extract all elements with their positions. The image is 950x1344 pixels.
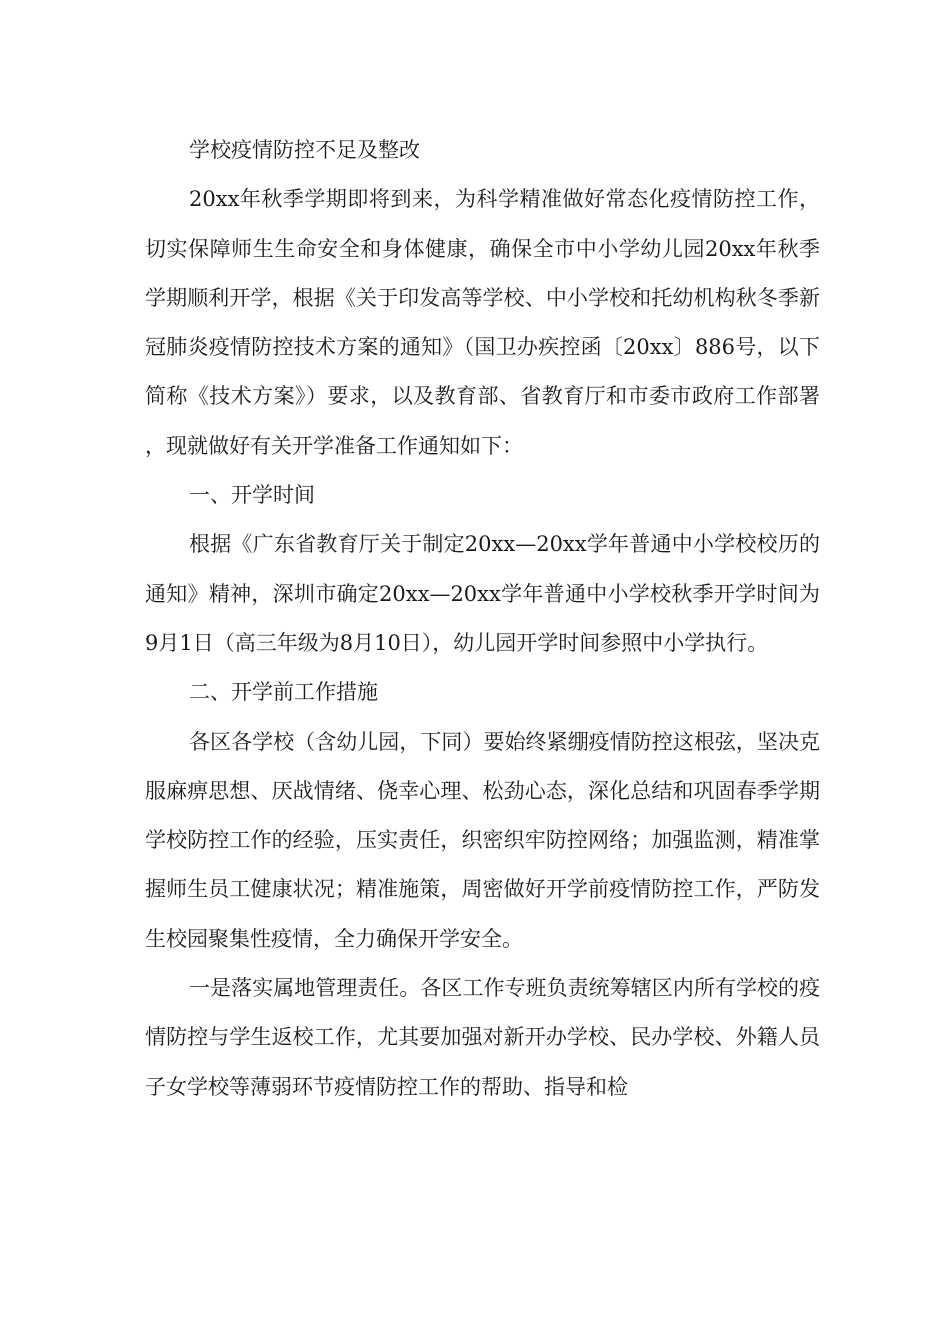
paragraph-opening-time: 根据《广东省教育厅关于制定20xx—20xx学年普通中小学校校历的通知》精神，深圳市确定20xx—20xx学年普通中小学校秋季开学时间为9月1日（高三年级为8月10日），幼儿园开学时间参照中小学执行。 (145, 532, 820, 655)
paragraph-pre-opening-measures: 各区各学校（含幼儿园，下同）要始终紧绷疫情防控这根弦，坚决克服麻痹思想、厌战情绪、侥幸心理、松劲心态，深化总结和巩固春季学期学校防控工作的经验，压实责任，织密织牢防控网络；加强监测，精准掌握师生员工健康状况；精准施策，周密做好开学前疫情防控工作，严防发生校园聚集性疫情，全力确保开学安全。 (145, 729, 820, 951)
document-title: 学校疫情防控不足及整改 (189, 138, 420, 162)
paragraph-intro: 20xx年秋季学期即将到来，为科学精准做好常态化疫情防控工作，切实保障师生生命安全和身体健康，确保全市中小学幼儿园20xx年秋季学期顺利开学，根据《关于印发高等学校、中小学校和托幼机构秋冬季新冠肺炎疫情防控技术方案的通知》（国卫办疾控函〔20xx〕886号，以下简称《技术方案》）要求，以及教育部、省教育厅和市委市政府工作部署，现就做好有关开学准备工作通知如下： (145, 187, 820, 458)
document-body (145, 126, 820, 1112)
paragraph-territorial-responsibility: 一是落实属地管理责任。各区工作专班负责统筹辖区内所有学校的疫情防控与学生返校工作，尤其要加强对新开办学校、民办学校、外籍人员子女学校等薄弱环节疫情防控工作的帮助、指导和检 (145, 976, 820, 1099)
section-heading-pre-opening-measures: 二、开学前工作措施 (189, 680, 378, 705)
section-heading-opening-time: 一、开学时间 (189, 483, 315, 508)
